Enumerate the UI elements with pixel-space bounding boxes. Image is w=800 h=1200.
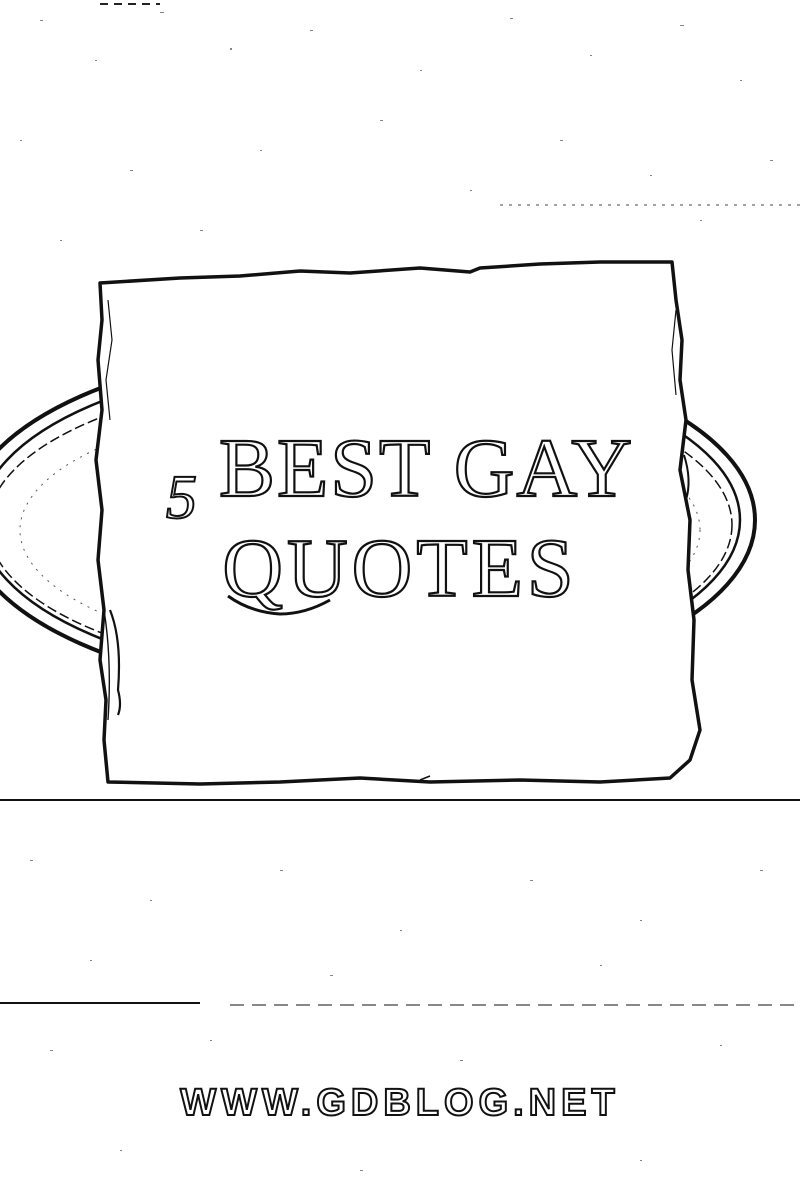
footer-url: WWW.GDBLOG.NET: [180, 1082, 620, 1124]
title-line-1: [120, 420, 680, 532]
title-text-quotes: QUOTES: [222, 522, 578, 615]
title-text-best-gay: BEST GAY: [218, 422, 635, 515]
title-number: 5: [165, 464, 197, 532]
title-block: [120, 420, 680, 620]
